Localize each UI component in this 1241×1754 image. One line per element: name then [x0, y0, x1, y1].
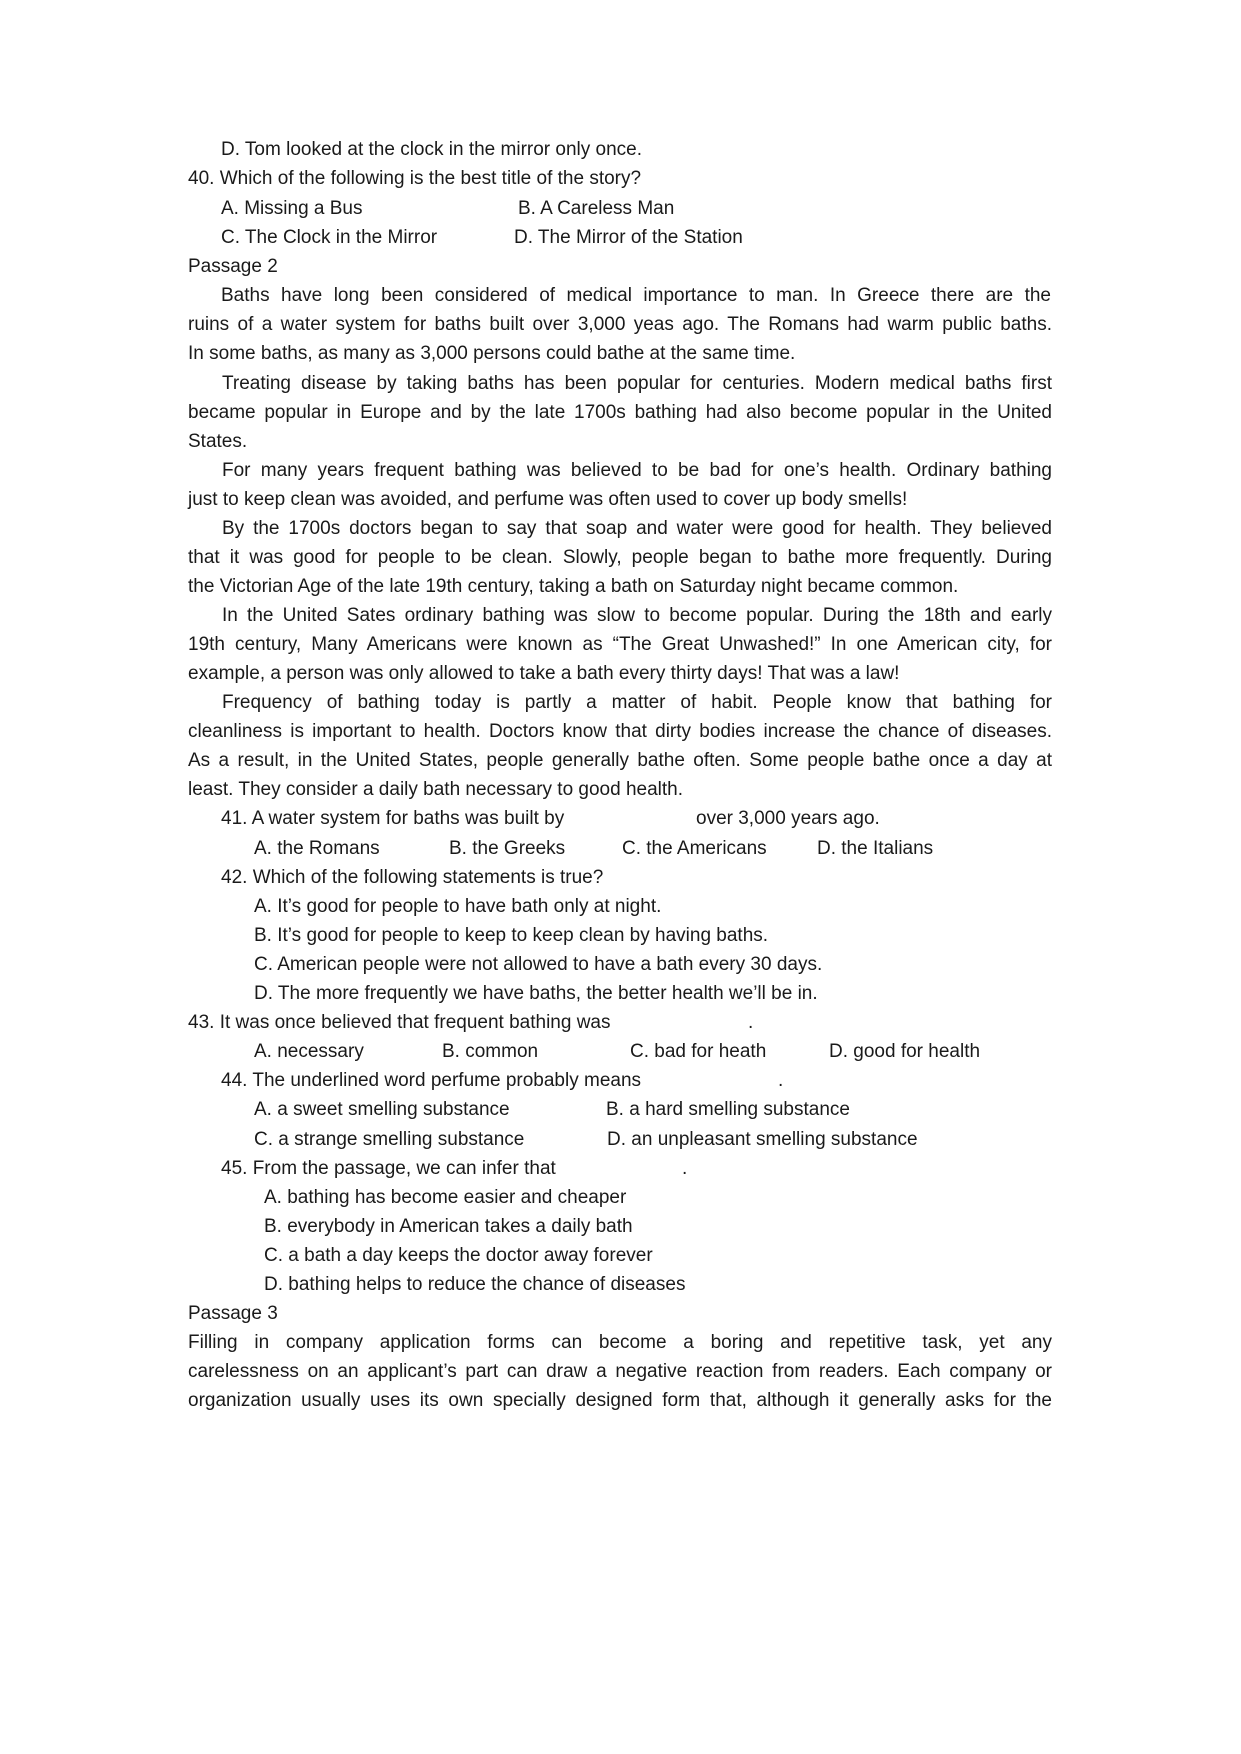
q41-option-c: C. the Americans — [622, 838, 767, 859]
q41-stem: 41. A water system for baths was built by — [221, 808, 565, 829]
passage2-line: became popular in Europe and by the late 1700s bathing had also become popular in the United — [188, 402, 1052, 423]
q40-option-b: B. A Careless Man — [518, 198, 675, 219]
q40-stem: 40. Which of the following is the best title of the story? — [188, 168, 642, 189]
q43-option-a: A. necessary — [254, 1041, 364, 1062]
passage3-line: carelessness on an applicant’s part can draw a negative reaction from readers. Each company or — [188, 1361, 1052, 1382]
q45-blank-end: . — [682, 1158, 688, 1179]
q41-stem-end: over 3,000 years ago. — [696, 808, 880, 829]
q43-blank-end: . — [748, 1012, 754, 1033]
q39-option-d: D. Tom looked at the clock in the mirror only once. — [221, 139, 643, 160]
passage2-line: In the United Sates ordinary bathing was slow to become popular. During the 18th and early — [222, 605, 1052, 626]
passage2-line: cleanliness is important to health. Doctors know that dirty bodies increase the chance of diseases. — [188, 721, 1052, 742]
q42-option-d: D. The more frequently we have baths, the better health we’ll be in. — [254, 983, 818, 1004]
q41-option-d: D. the Italians — [817, 838, 934, 859]
q44-blank-end: . — [778, 1070, 784, 1091]
q44-option-d: D. an unpleasant smelling substance — [607, 1129, 918, 1150]
q43-stem: 43. It was once believed that frequent bathing was — [188, 1012, 611, 1033]
q41-option-b: B. the Greeks — [449, 838, 566, 859]
passage2-line: ruins of a water system for baths built over 3,000 yeas ago. The Romans had warm public baths. — [188, 314, 1052, 335]
passage2-line: the Victorian Age of the late 19th century, taking a bath on Saturday night became common. — [188, 576, 959, 597]
passage2-line: example, a person was only allowed to take a bath every thirty days! That was a law! — [188, 663, 900, 684]
q41-option-a: A. the Romans — [254, 838, 380, 859]
passage2-line: least. They consider a daily bath necessary to good health. — [188, 779, 684, 800]
q45-option-b: B. everybody in American takes a daily bath — [264, 1216, 633, 1237]
q44-stem: 44. The underlined word perfume probably means — [221, 1070, 642, 1091]
q45-option-d: D. bathing helps to reduce the chance of diseases — [264, 1274, 686, 1295]
q42-stem: 42. Which of the following statements is true? — [221, 867, 604, 888]
passage3-line: organization usually uses its own specially designed form that, although it generally asks for the — [188, 1390, 1052, 1411]
q44-option-a: A. a sweet smelling substance — [254, 1099, 510, 1120]
q43-option-b: B. common — [442, 1041, 539, 1062]
passage2-line: For many years frequent bathing was believed to be bad for one’s health. Ordinary bathing — [222, 460, 1052, 481]
q40-option-a: A. Missing a Bus — [221, 198, 363, 219]
q45-option-c: C. a bath a day keeps the doctor away forever — [264, 1245, 653, 1266]
q42-option-c: C. American people were not allowed to have a bath every 30 days. — [254, 954, 823, 975]
passage2-line: By the 1700s doctors began to say that soap and water were good for health. They believed — [222, 518, 1052, 539]
q42-option-a: A. It’s good for people to have bath only at night. — [254, 896, 662, 917]
q42-option-b: B. It’s good for people to keep to keep clean by having baths. — [254, 925, 769, 946]
passage2-line: In some baths, as many as 3,000 persons could bathe at the same time. — [188, 343, 796, 364]
q45-stem: 45. From the passage, we can infer that — [221, 1158, 556, 1179]
q44-option-b: B. a hard smelling substance — [606, 1099, 850, 1120]
q40-option-d: D. The Mirror of the Station — [514, 227, 743, 248]
passage2-line: just to keep clean was avoided, and perfume was often used to cover up body smells! — [188, 489, 908, 510]
q44-option-c: C. a strange smelling substance — [254, 1129, 525, 1150]
passage2-line: Treating disease by taking baths has been popular for centuries. Modern medical baths first — [222, 373, 1052, 394]
q45-option-a: A. bathing has become easier and cheaper — [264, 1187, 627, 1208]
passage3-line: Filling in company application forms can become a boring and repetitive task, yet any — [188, 1332, 1052, 1353]
passage2-line: Baths have long been considered of medical importance to man. In Greece there are the — [221, 285, 1051, 306]
passage2-line: Frequency of bathing today is partly a matter of habit. People know that bathing for — [222, 692, 1052, 713]
passage2-line: 19th century, Many Americans were known as “The Great Unwashed!” In one American city, for — [188, 634, 1052, 655]
q43-option-d: D. good for health — [829, 1041, 981, 1062]
passage3-heading: Passage 3 — [188, 1303, 278, 1324]
q40-option-c: C. The Clock in the Mirror — [221, 227, 438, 248]
passage2-line: that it was good for people to be clean. Slowly, people began to bathe more frequently. During — [188, 547, 1052, 568]
passage2-line: States. — [188, 431, 248, 452]
q43-option-c: C. bad for heath — [630, 1041, 767, 1062]
passage2-line: As a result, in the United States, people generally bathe often. Some people bathe once a day at — [188, 750, 1052, 771]
passage2-heading: Passage 2 — [188, 256, 278, 277]
